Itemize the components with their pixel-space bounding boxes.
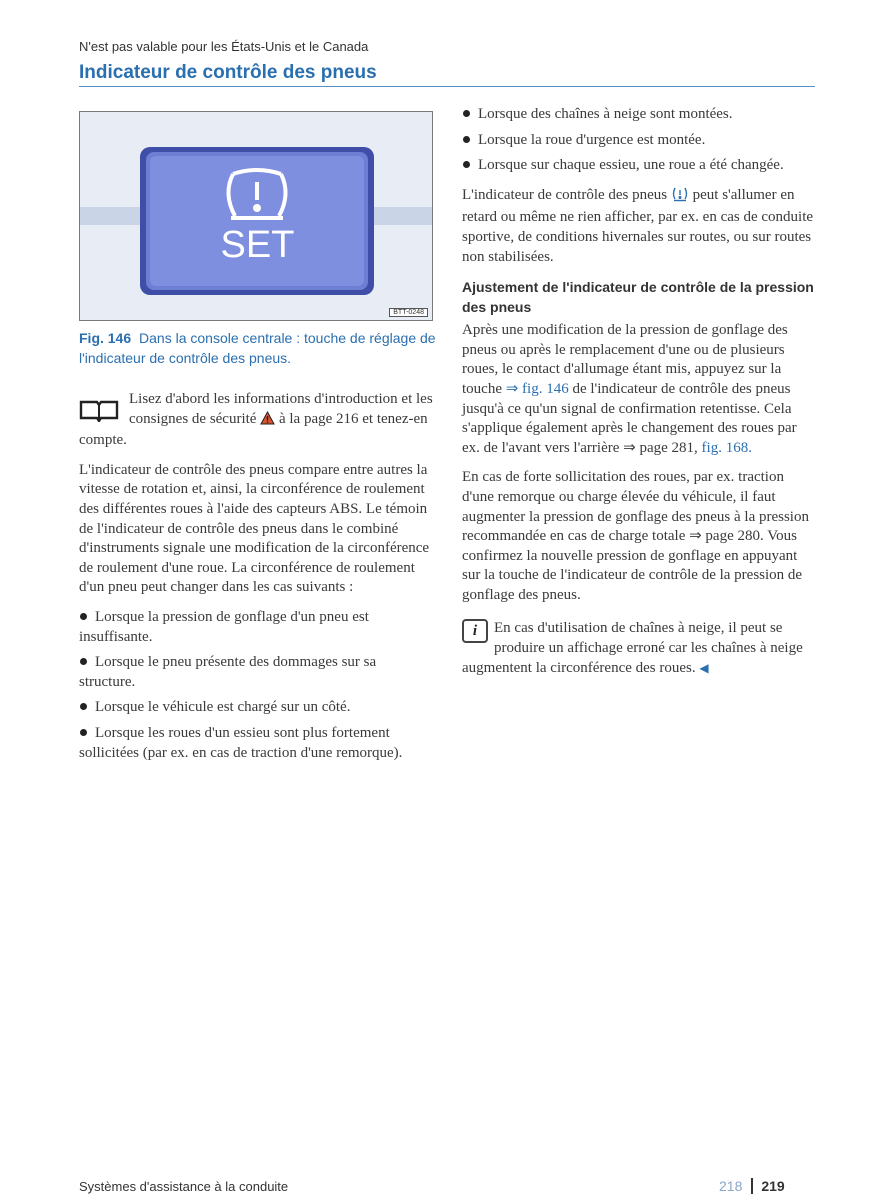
figure-146: [79, 111, 433, 321]
right-paragraph-2: Après une modification de la pression de gonflage des pneus ou après le remplacement d'une ou de plusieurs roues, le contact d'allumage étant mis, appuyez sur la touche ⇒ fig. 146 de l'indicateur de contrôle des pneus jusqu'à ce qu'un signal de confirmation retentisse. Cela s'applique également après le changement des roues par ex. de l'avant vers l'arrière ⇒ page 281, fig. 168.: [462, 322, 797, 456]
right-column: [462, 105, 815, 688]
info-note: [462, 619, 815, 678]
title-rule: [79, 86, 815, 87]
subheading: Ajustement de l'indicateur de contrôle de la pression des pneus: [462, 279, 814, 316]
intro-text-a: Lisez d'abord les informations d'introduction et les consignes de sécurité: [129, 391, 433, 427]
header-note: N'est pas valable pour les États-Unis et le Canada: [79, 39, 369, 54]
list-item: Lorsque le pneu présente des dommages sur sa structure.: [79, 654, 377, 690]
bullet-icon: [463, 161, 470, 168]
page-numbers: [719, 1178, 785, 1194]
footer-section: Systèmes d'assistance à la conduite: [79, 1179, 289, 1194]
figure-code: BTT-0248: [389, 308, 428, 317]
info-note-text: En cas d'utilisation de chaînes à neige, il peut se produire un affichage erroné car les chaînes à neige augmentent la circonférence des roues.: [462, 620, 803, 676]
list-item: Lorsque sur chaque essieu, une roue a été changée.: [462, 156, 815, 176]
book-icon: [79, 396, 119, 429]
fig-168-link[interactable]: fig. 168.: [701, 439, 752, 456]
intro-text-b: à la page 216 et tenez-en compte.: [79, 410, 428, 449]
page-281-link[interactable]: ⇒ page 281,: [623, 439, 698, 456]
left-column: [79, 390, 434, 769]
figure-caption: [79, 328, 439, 368]
bullet-icon: [463, 136, 470, 143]
list-item: Lorsque des chaînes à neige sont montées.: [462, 105, 815, 125]
list-item: Lorsque la pression de gonflage d'un pneu est insuffisante.: [79, 608, 369, 645]
figure-caption-label: Fig. 146: [79, 330, 132, 346]
previous-page-number: 218: [719, 1178, 743, 1194]
console-illustration: [80, 112, 432, 320]
warning-triangle-icon: [260, 411, 275, 432]
bullet-icon: [80, 729, 87, 736]
bullet-icon: [80, 703, 87, 710]
figure-caption-text: Dans la console centrale : touche de réglage de l'indicateur de contrôle des pneus.: [79, 330, 436, 366]
right-paragraph-3: En cas de forte sollicitation des roues, par ex. traction d'une remorque ou charge élevée du véhicule, il faut augmenter la pression de gonflage des pneus à la pression recommandée en cas de charge totale ⇒ page 280. Vous confirmez la nouvelle pression de gonflage en appuyant sur la touche de l'indicateur de contrôle de la pression de gonflage des pneus.: [462, 469, 809, 603]
list-item: Lorsque le véhicule est chargé sur un côté.: [79, 698, 434, 718]
page-number: 219: [761, 1178, 785, 1194]
bullet-icon: [80, 613, 87, 620]
end-marker-icon: ◀: [699, 660, 709, 675]
list-item: Lorsque la roue d'urgence est montée.: [462, 131, 815, 151]
right-paragraph-1: L'indicateur de contrôle des pneus peut s'allumer en retard ou même ne rien afficher, par ex. en cas de conduite sportive, de conditions hivernales sur routes, ou sur routes non stabilisées.: [462, 186, 814, 265]
fig-146-link[interactable]: ⇒ fig. 146: [505, 380, 569, 397]
info-icon: i: [462, 619, 488, 643]
page-280-link[interactable]: ⇒ page 280.: [689, 528, 764, 545]
list-item: Lorsque les roues d'un essieu sont plus fortement sollicitées (par ex. en cas de traction d'une remorque).: [79, 724, 403, 761]
bullet-icon: [80, 658, 87, 665]
left-paragraph-1: L'indicateur de contrôle des pneus compare entre autres la vitesse de rotation et, ainsi, la circonférence de roulement des différentes roues à l'aide des capteurs ABS. Le témoin de l'indicateur de contrôle des pneus dans le combiné d'instruments signale une modification de la circonférence de roulement d'une roue. La circonférence de roulement d'un pneu peut changer dans les cas suivants :: [79, 461, 430, 596]
tpms-warning-icon: [671, 186, 689, 209]
page-divider: [751, 1178, 753, 1194]
page-title: Indicateur de contrôle des pneus: [79, 62, 377, 83]
bullet-icon: [463, 110, 470, 117]
set-button-label: SET: [220, 224, 295, 266]
intro-paragraph: [79, 390, 434, 451]
